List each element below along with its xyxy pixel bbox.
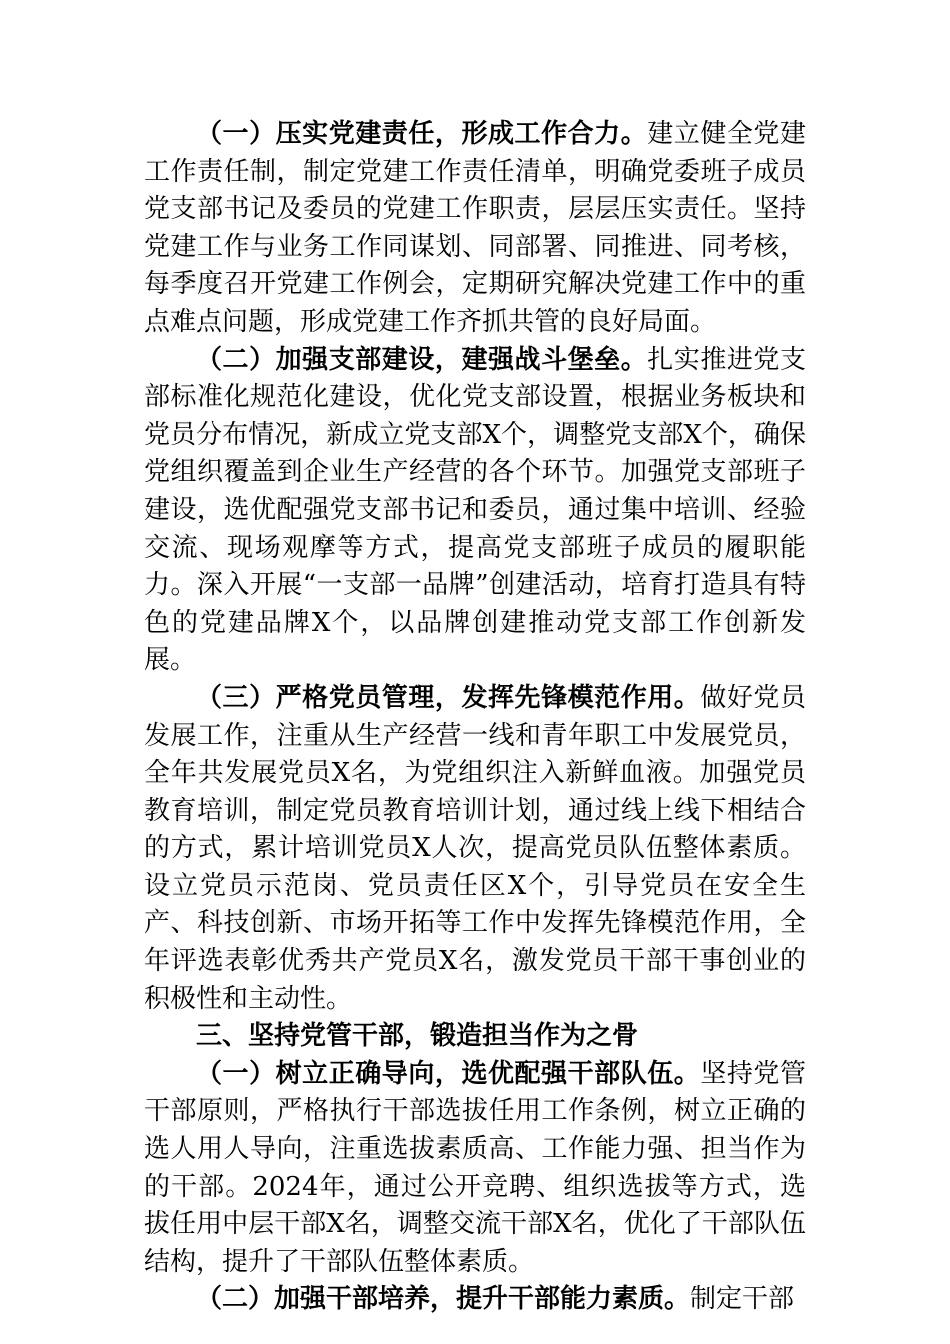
paragraph-lead: （二）加强支部建设，建强战斗堡垒。 <box>196 344 648 375</box>
paragraph-body: 做好党员发展工作，注重从生产经营一线和青年职工中发展党员，全年共发展党员X名，为党组织注入新鲜血液。加强党员教育培训，制定党员教育培训计划，通过线上线下相结合的方式，累计培训党员X人次，提高党员队伍整体素质。设立党员示范岗、党员责任区X个，引导党员在安全生产、科技创新、市场开拓等工作中发挥先锋模范作用，全年评选表彰优秀共产党员X名，激发党员干部干事创业的积极性和主动性。 <box>144 682 806 1014</box>
paragraph-member-management <box>144 680 806 1018</box>
paragraph-body: 制定干部 <box>690 1284 795 1315</box>
paragraph-lead: （一）压实党建责任，形成工作合力。 <box>196 119 648 149</box>
paragraph-party-responsibility <box>144 116 806 342</box>
document-page <box>144 116 806 1319</box>
paragraph-body: 坚持党管干部原则，严格执行干部选拔任用工作条例，树立正确的选人用人导向，注重选拔素质高、工作能力强、担当作为的干部。2024年，通过公开竞聘、组织选拔等方式，选拔任用中层干部X名，调整交流干部X名，优化了干部队伍结构，提升了干部队伍整体素质。 <box>144 1058 806 1277</box>
paragraph-branch-building <box>144 342 806 680</box>
paragraph-lead: （一）树立正确导向，选优配强干部队伍。 <box>196 1058 701 1089</box>
paragraph-cadre-selection <box>144 1056 806 1282</box>
paragraph-body: 建立健全党建工作责任制，制定党建工作责任清单，明确党委班子成员党支部书记及委员的党建工作职责，层层压实责任。坚持党建工作与业务工作同谋划、同部署、同推进、同考核，每季度召开党建工作例会，定期研究解决党建工作中的重点难点问题，形成党建工作齐抓共管的良好局面。 <box>144 119 806 337</box>
paragraph-lead: （三）严格党员管理，发挥先锋模范作用。 <box>196 682 701 713</box>
section-heading: 三、坚持党管干部，锻造担当作为之骨 <box>196 1021 639 1052</box>
paragraph-cadre-training <box>144 1281 806 1319</box>
paragraph-body: 扎实推进党支部标准化规范化建设，优化党支部设置，根据业务板块和党员分布情况，新成立党支部X个，调整党支部X个，确保党组织覆盖到企业生产经营的各个环节。加强党支部班子建设，选优配强党支部书记和委员，通过集中培训、经验交流、现场观摩等方式，提高党支部班子成员的履职能力。深入开展“一支部一品牌”创建活动，培育打造具有特色的党建品牌X个，以品牌创建推动党支部工作创新发展。 <box>144 344 806 676</box>
paragraph-lead: （二）加强干部培养，提升干部能力素质。 <box>196 1284 691 1315</box>
